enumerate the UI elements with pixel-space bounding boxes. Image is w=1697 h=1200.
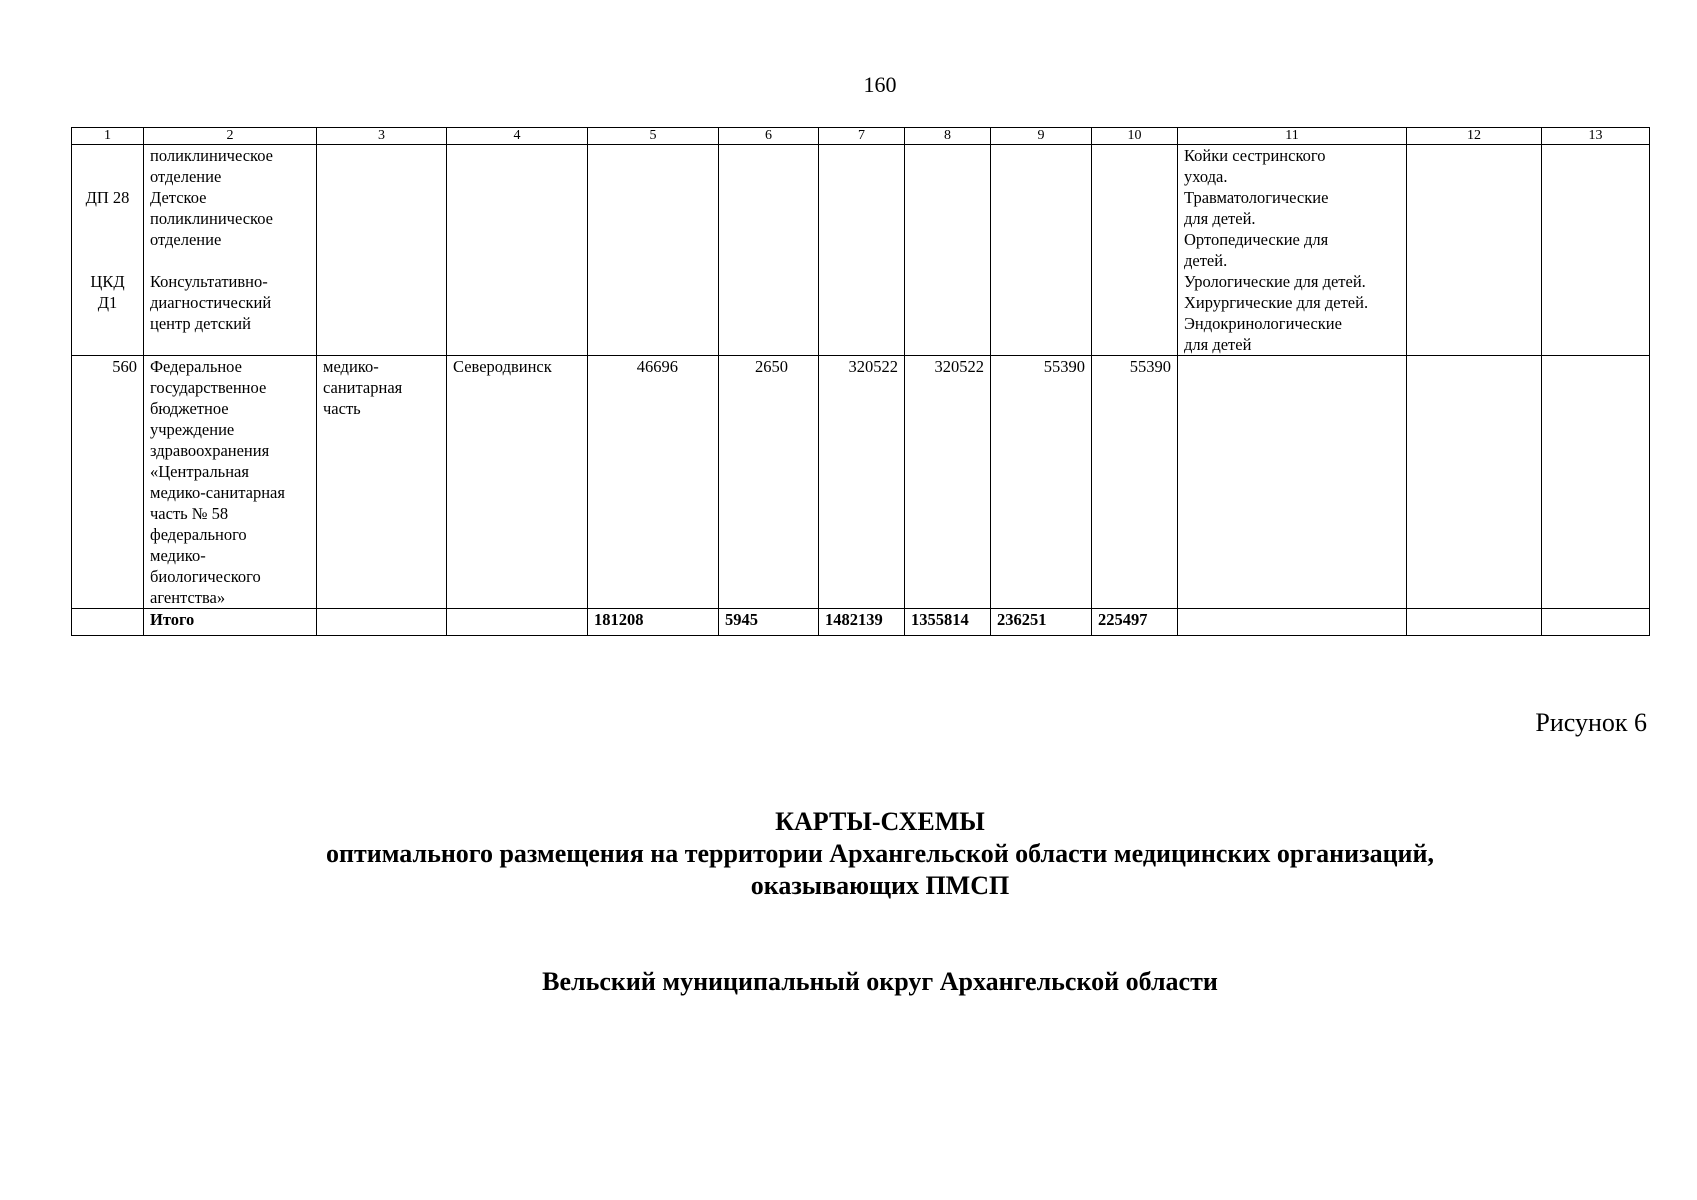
table-cell bbox=[447, 609, 588, 636]
header-cell: 12 bbox=[1407, 128, 1542, 145]
city-cell: Северодвинск bbox=[447, 356, 588, 609]
beds-cell: Койки сестринского ухода. Травматологические для детей. Ортопедические для детей. Урологические для детей. Хирургические для детей. Эндокринологические для детей bbox=[1178, 145, 1407, 356]
table-cell bbox=[1178, 609, 1407, 636]
header-cell: 7 bbox=[819, 128, 905, 145]
value-cell: 320522 bbox=[819, 356, 905, 609]
table-cell bbox=[447, 145, 588, 356]
table-cell bbox=[1407, 609, 1542, 636]
total-value: 1482139 bbox=[819, 609, 905, 636]
data-table bbox=[71, 127, 1650, 636]
page-number: 160 bbox=[863, 72, 897, 97]
total-value: 5945 bbox=[719, 609, 819, 636]
header-cell: 10 bbox=[1092, 128, 1178, 145]
total-value: 236251 bbox=[991, 609, 1092, 636]
row-code-cell: ДП 28 ЦКД Д1 bbox=[72, 145, 144, 356]
table-cell bbox=[819, 145, 905, 356]
value-cell: 55390 bbox=[1092, 356, 1178, 609]
table-cell bbox=[317, 145, 447, 356]
table-cell bbox=[1542, 609, 1650, 636]
table-cell bbox=[991, 145, 1092, 356]
figure-label: Рисунок 6 bbox=[1535, 708, 1647, 737]
total-value: 181208 bbox=[588, 609, 719, 636]
org-type-cell: медико- санитарная часть bbox=[317, 356, 447, 609]
value-cell: 320522 bbox=[905, 356, 991, 609]
header-cell: 11 bbox=[1178, 128, 1407, 145]
header-cell: 2 bbox=[144, 128, 317, 145]
table-cell bbox=[1542, 145, 1650, 356]
table-cell bbox=[719, 145, 819, 356]
table-cell bbox=[1407, 356, 1542, 609]
header-cell: 3 bbox=[317, 128, 447, 145]
header-cell: 5 bbox=[588, 128, 719, 145]
header-cell: 8 bbox=[905, 128, 991, 145]
total-value: 1355814 bbox=[905, 609, 991, 636]
value-cell: 55390 bbox=[991, 356, 1092, 609]
org-name-cell: Федеральное государственное бюджетное учреждение здравоохранения «Центральная медико-санитарная часть № 58 федерального медико- биологического агентства» bbox=[144, 356, 317, 609]
heading-line: оптимального размещения на территории Архангельской области медицинских организаций, bbox=[325, 839, 1435, 868]
table-cell bbox=[1092, 145, 1178, 356]
header-cell: 4 bbox=[447, 128, 588, 145]
row-number-cell: 560 bbox=[72, 356, 144, 609]
header-cell: 6 bbox=[719, 128, 819, 145]
table-row bbox=[72, 356, 1650, 609]
table-cell bbox=[1542, 356, 1650, 609]
header-cell: 9 bbox=[991, 128, 1092, 145]
table-total-row bbox=[72, 609, 1650, 636]
table-header-row bbox=[72, 128, 1650, 145]
heading-line: оказывающих ПМСП bbox=[750, 871, 1010, 900]
table-cell bbox=[1407, 145, 1542, 356]
table-cell bbox=[588, 145, 719, 356]
value-cell: 46696 bbox=[588, 356, 719, 609]
table-cell bbox=[72, 609, 144, 636]
total-label: Итого bbox=[144, 609, 317, 636]
org-name-cell: поликлиническое отделение Детское поликлиническое отделение Консультативно- диагностический центр детский bbox=[144, 145, 317, 356]
table-cell bbox=[1178, 356, 1407, 609]
table-row bbox=[72, 145, 1650, 356]
heading-subtitle: Вельский муниципальный округ Архангельской области bbox=[542, 967, 1218, 996]
value-cell: 2650 bbox=[719, 356, 819, 609]
header-cell: 1 bbox=[72, 128, 144, 145]
table-cell bbox=[905, 145, 991, 356]
total-value: 225497 bbox=[1092, 609, 1178, 636]
table-cell bbox=[317, 609, 447, 636]
header-cell: 13 bbox=[1542, 128, 1650, 145]
heading-title: КАРТЫ-СХЕМЫ bbox=[775, 807, 985, 836]
